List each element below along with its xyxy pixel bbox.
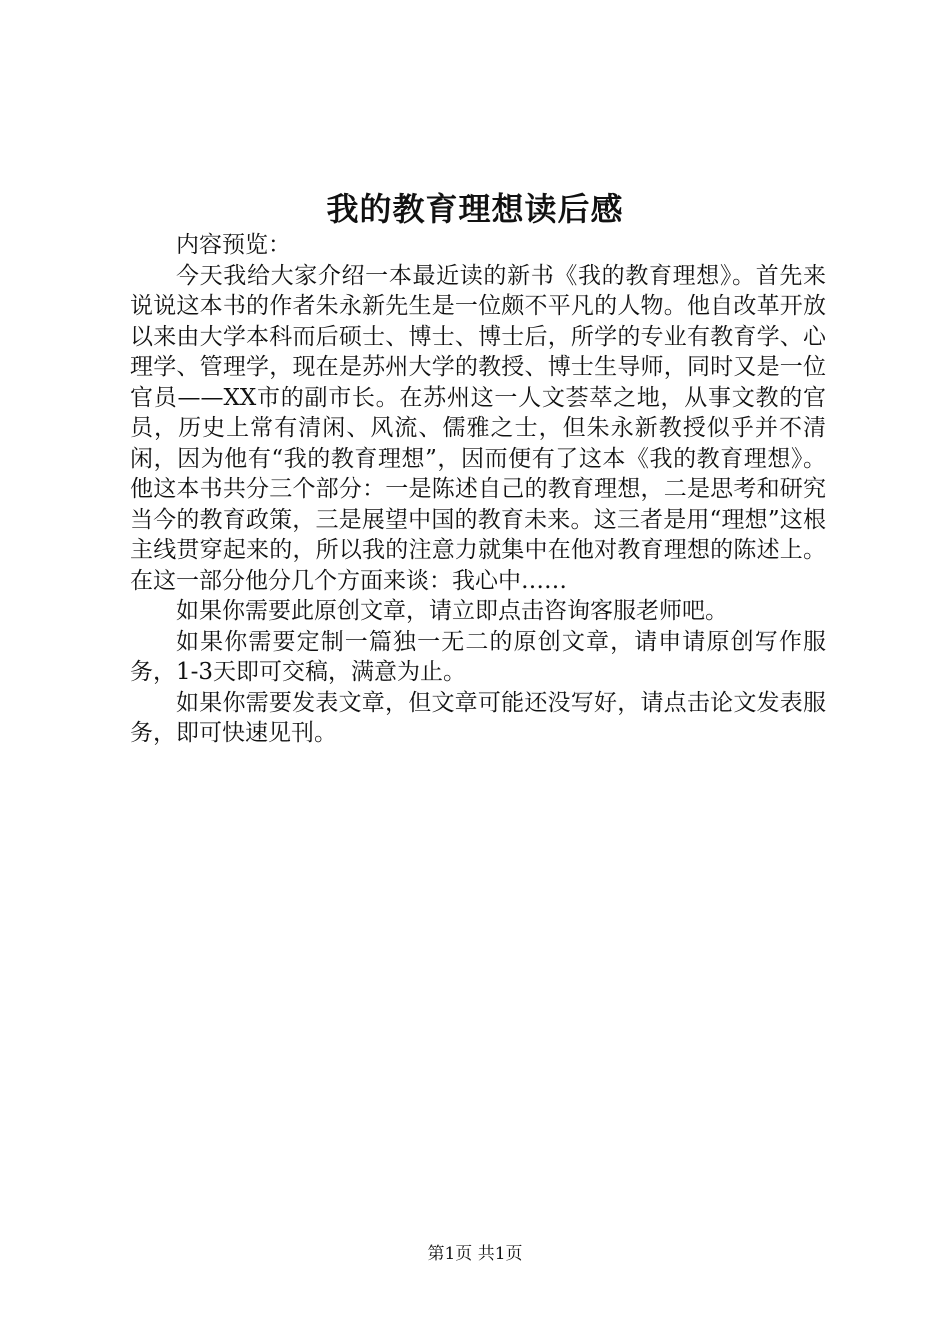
custom-writing-paragraph: 如果你需要定制一篇独一无二的原创文章，请申请原创写作服务，1-3天即可交稿，满意为止。 (130, 628, 826, 685)
publishing-service-paragraph: 如果你需要发表文章，但文章可能还没写好，请点击论文发表服务，即可快速见刊。 (130, 689, 826, 746)
preview-label: 内容预览： (176, 232, 291, 258)
page-number-footer: 第1页 共1页 (427, 1244, 523, 1264)
main-paragraph: 今天我给大家介绍一本最近读的新书《我的教育理想》。首先来说说这本书的作者朱永新先生是一位颇不平凡的人物。他自改革开放以来由大学本科而后硕士、博士、博士后，所学的专业有教育学、心理学、管理学，现在是苏州大学的教授、博士生导师，同时又是一位官员——XX市的副市长。在苏州这一人文荟萃之地，从事文教的官员，历史上常有清闲、风流、儒雅之士，但朱永新教授似乎并不清闲，因为他有“我的教育理想”，因而便有了这本《我的教育理想》。他这本书共分三个部分：一是陈述自己的教育理想，二是思考和研究当今的教育政策，三是展望中国的教育未来。这三者是用“理想”这根主线贯穿起来的，所以我的注意力就集中在他对教育理想的陈述上。在这一部分他分几个方面来谈：我心中…… (130, 262, 826, 594)
document-title: 我的教育理想读后感 (326, 190, 624, 228)
document-body (130, 230, 826, 749)
consult-service-paragraph: 如果你需要此原创文章，请立即点击咨询客服老师吧。 (176, 598, 728, 624)
